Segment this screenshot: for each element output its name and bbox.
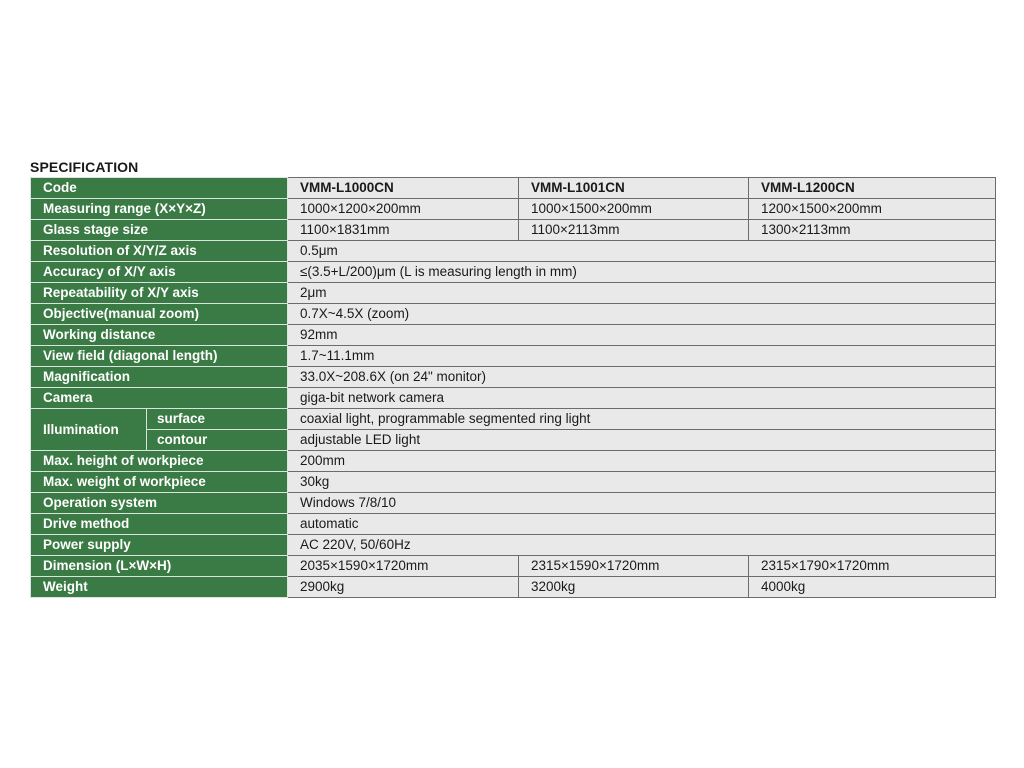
row-label: Max. height of workpiece bbox=[31, 451, 288, 472]
model-code-2: VMM-L1001CN bbox=[519, 178, 749, 199]
spec-row-os bbox=[31, 493, 996, 514]
row-label: Measuring range (X×Y×Z) bbox=[31, 199, 288, 220]
spec-title: SPECIFICATION bbox=[30, 159, 139, 175]
value-cell: giga-bit network camera bbox=[288, 388, 996, 409]
spec-row-illumination-contour bbox=[31, 430, 996, 451]
value-cell: 1000×1500×200mm bbox=[519, 199, 749, 220]
value-cell: 2315×1790×1720mm bbox=[749, 556, 996, 577]
value-cell: 2315×1590×1720mm bbox=[519, 556, 749, 577]
value-cell: 2μm bbox=[288, 283, 996, 304]
spec-row-repeatability bbox=[31, 283, 996, 304]
value-cell: 92mm bbox=[288, 325, 996, 346]
row-label: Max. weight of workpiece bbox=[31, 472, 288, 493]
row-label: Camera bbox=[31, 388, 288, 409]
row-label: Repeatability of X/Y axis bbox=[31, 283, 288, 304]
spec-row-working-distance bbox=[31, 325, 996, 346]
model-code-1: VMM-L1000CN bbox=[288, 178, 519, 199]
value-cell: ≤(3.5+L/200)μm (L is measuring length in mm) bbox=[288, 262, 996, 283]
value-cell: 3200kg bbox=[519, 577, 749, 598]
value-cell: 200mm bbox=[288, 451, 996, 472]
value-cell: automatic bbox=[288, 514, 996, 535]
value-cell: 1100×1831mm bbox=[288, 220, 519, 241]
value-cell: 0.5μm bbox=[288, 241, 996, 262]
spec-row-accuracy bbox=[31, 262, 996, 283]
row-label: View field (diagonal length) bbox=[31, 346, 288, 367]
row-label: Dimension (L×W×H) bbox=[31, 556, 288, 577]
spec-row-max-weight bbox=[31, 472, 996, 493]
row-label: Operation system bbox=[31, 493, 288, 514]
row-label: Power supply bbox=[31, 535, 288, 556]
row-label: Objective(manual zoom) bbox=[31, 304, 288, 325]
spec-row-power bbox=[31, 535, 996, 556]
spec-row-magnification bbox=[31, 367, 996, 388]
value-cell: 30kg bbox=[288, 472, 996, 493]
spec-row-resolution bbox=[31, 241, 996, 262]
value-cell: 4000kg bbox=[749, 577, 996, 598]
spec-row-glass-stage bbox=[31, 220, 996, 241]
spec-row-drive bbox=[31, 514, 996, 535]
model-code-3: VMM-L1200CN bbox=[749, 178, 996, 199]
row-label: Magnification bbox=[31, 367, 288, 388]
value-cell: 1000×1200×200mm bbox=[288, 199, 519, 220]
value-cell: 1300×2113mm bbox=[749, 220, 996, 241]
spec-row-camera bbox=[31, 388, 996, 409]
value-cell: 2035×1590×1720mm bbox=[288, 556, 519, 577]
spec-table bbox=[30, 177, 996, 598]
value-cell: Windows 7/8/10 bbox=[288, 493, 996, 514]
row-label: Accuracy of X/Y axis bbox=[31, 262, 288, 283]
row-label: Weight bbox=[31, 577, 288, 598]
spec-row-dimension bbox=[31, 556, 996, 577]
value-cell: 1.7~11.1mm bbox=[288, 346, 996, 367]
value-cell: 2900kg bbox=[288, 577, 519, 598]
value-cell: 1100×2113mm bbox=[519, 220, 749, 241]
value-cell: coaxial light, programmable segmented ring light bbox=[288, 409, 996, 430]
spec-row-objective bbox=[31, 304, 996, 325]
spec-row-measuring-range bbox=[31, 199, 996, 220]
sub-label-surface: surface bbox=[147, 409, 288, 430]
spec-row-code bbox=[31, 178, 996, 199]
value-cell: 33.0X~208.6X (on 24" monitor) bbox=[288, 367, 996, 388]
row-label: Glass stage size bbox=[31, 220, 288, 241]
value-cell: adjustable LED light bbox=[288, 430, 996, 451]
row-label: Working distance bbox=[31, 325, 288, 346]
spec-row-max-height bbox=[31, 451, 996, 472]
value-cell: 1200×1500×200mm bbox=[749, 199, 996, 220]
spec-row-weight bbox=[31, 577, 996, 598]
row-label: Illumination bbox=[31, 409, 147, 451]
value-cell: AC 220V, 50/60Hz bbox=[288, 535, 996, 556]
sub-label-contour: contour bbox=[147, 430, 288, 451]
row-label: Code bbox=[31, 178, 288, 199]
row-label: Resolution of X/Y/Z axis bbox=[31, 241, 288, 262]
value-cell: 0.7X~4.5X (zoom) bbox=[288, 304, 996, 325]
spec-row-illumination-surface bbox=[31, 409, 996, 430]
row-label: Drive method bbox=[31, 514, 288, 535]
spec-row-view-field bbox=[31, 346, 996, 367]
